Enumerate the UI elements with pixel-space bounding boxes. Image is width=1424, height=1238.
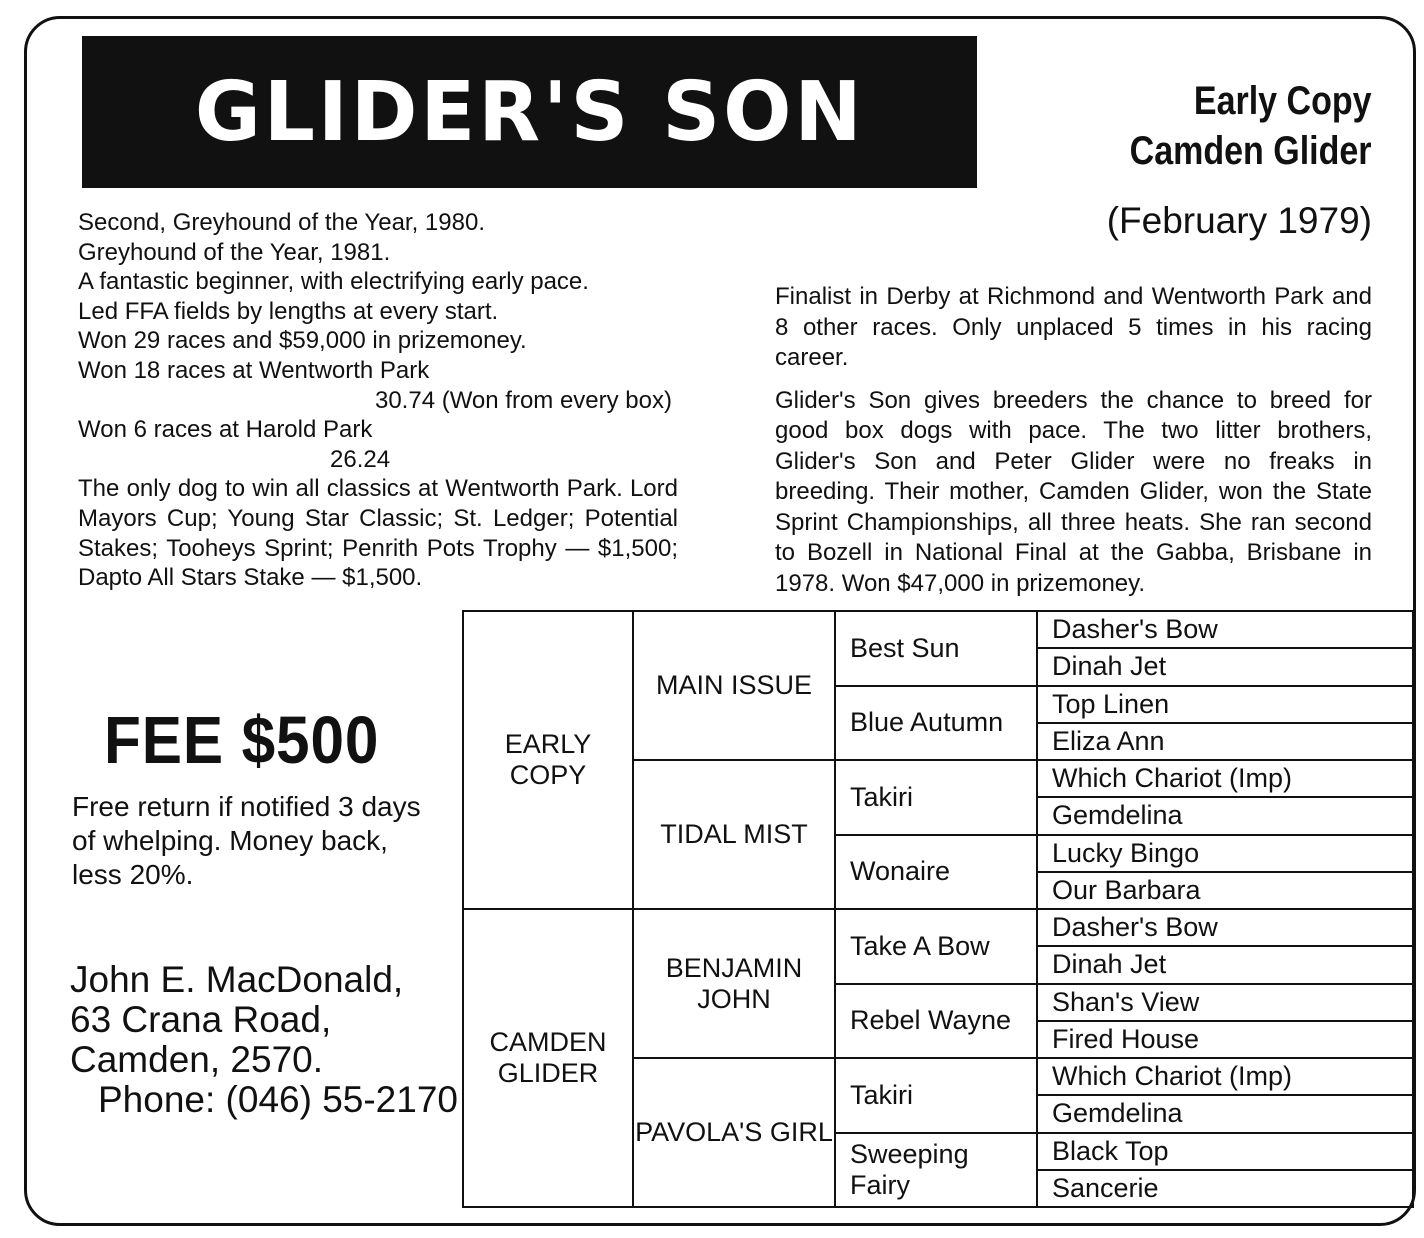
achievement-line: A fantastic beginner, with electrifying early pace. (78, 268, 589, 296)
pedigree-gen4: Dasher's Bow (1037, 909, 1413, 946)
pedigree-sire: EARLY COPY (463, 611, 633, 909)
pedigree-gen3: Best Sun (835, 611, 1037, 686)
stud-fee: FEE $500 (104, 703, 380, 778)
pedigree-gen4: Which Chariot (Imp) (1037, 1058, 1413, 1095)
pedigree-gen4: Our Barbara (1037, 872, 1413, 909)
left-column-text (78, 208, 678, 593)
contact-block (70, 960, 458, 1120)
pedigree-gen4: Shan's View (1037, 984, 1413, 1021)
achievement-line: Won 18 races at Wentworth Park (78, 356, 430, 384)
title-banner (82, 36, 977, 188)
pedigree-gen4: Gemdelina (1037, 797, 1413, 834)
achievement-line: 30.74 (Won from every box) (374, 386, 672, 414)
pedigree-gen4: Black Top (1037, 1133, 1413, 1170)
pedigree-gen2: MAIN ISSUE (633, 611, 835, 760)
pedigree-gen4: Sancerie (1037, 1170, 1413, 1207)
breeding-paragraph: Glider's Son gives breeders the chance to breed for good box dogs with pace. The two litter brothers, Glider's Son and Peter Glider were no freaks in breeding. Their mother, Camden Glider, won the State Sprint Championships, all three heats. She ran second to Bozell in National Final at the Gabba, Brisbane in 1978. Won $47,000 in prizemoney. (775, 386, 1372, 597)
pedigree-gen3: Takiri (835, 760, 1037, 835)
pedigree-gen3: Sweeping Fairy (835, 1133, 1037, 1208)
achievement-line: Second, Greyhound of the Year, 1980. (78, 209, 485, 236)
pedigree-gen4: Fired House (1037, 1021, 1413, 1058)
achievement-line: Won 29 races and $59,000 in prizemoney. (78, 327, 527, 355)
pedigree-gen2: TIDAL MIST (633, 760, 835, 909)
contact-street: 63 Crana Road, (70, 999, 332, 1040)
fee-terms: Free return if notified 3 days of whelping. Money back, less 20%. (72, 791, 421, 890)
contact-phone: Phone: (046) 55-2170 (98, 1079, 458, 1120)
achievement-line: Greyhound of the Year, 1981. (78, 238, 391, 266)
title: GLIDER'S SON (194, 64, 865, 160)
pedigree-gen3: Blue Autumn (835, 686, 1037, 761)
pedigree-gen4: Dinah Jet (1037, 946, 1413, 983)
pedigree-gen4: Lucky Bingo (1037, 835, 1413, 872)
pedigree-gen3: Take A Bow (835, 909, 1037, 984)
pedigree-table (462, 610, 1414, 1208)
dam-ref-line2: Camden Glider (1130, 129, 1372, 173)
right-column-text (775, 282, 1372, 611)
pedigree-dam: CAMDEN GLIDER (463, 909, 633, 1207)
contact-town: Camden, 2570. (70, 1039, 324, 1080)
pedigree-gen3: Takiri (835, 1058, 1037, 1133)
pedigree-gen2: BENJAMIN JOHN (633, 909, 835, 1058)
pedigree-gen4: Dasher's Bow (1037, 611, 1413, 648)
achievement-line: Led FFA fields by lengths at every start. (78, 297, 499, 325)
pedigree-gen3: Rebel Wayne (835, 984, 1037, 1059)
achievement-line: Won 6 races at Harold Park (78, 416, 373, 444)
achievement-line: 26.24 (330, 445, 391, 473)
pedigree-gen4: Top Linen (1037, 686, 1413, 723)
pedigree-gen2: PAVOLA'S GIRL (633, 1058, 835, 1207)
dam-ref-line1: Early Copy (1194, 79, 1372, 123)
classics-paragraph: The only dog to win all classics at Wentworth Park. Lord Mayors Cup; Young Star Classic; St. Ledger; Potential Stakes; Tooheys Sprint; Penrith Pots Trophy — $1,500; Dapto All Stars Stake — $1,500. (78, 475, 678, 592)
pedigree-gen3: Wonaire (835, 835, 1037, 910)
whelping-date: (February 1979) (1106, 200, 1372, 241)
pedigree-gen4: Which Chariot (Imp) (1037, 760, 1413, 797)
pedigree-gen4: Eliza Ann (1037, 723, 1413, 760)
career-paragraph: Finalist in Derby at Richmond and Wentworth Park and 8 other races. Only unplaced 5 times in his racing career. (775, 283, 1372, 371)
dam-reference (1087, 76, 1372, 176)
contact-name: John E. MacDonald, (70, 959, 404, 1000)
pedigree-gen4: Gemdelina (1037, 1095, 1413, 1132)
pedigree-gen4: Dinah Jet (1037, 648, 1413, 685)
